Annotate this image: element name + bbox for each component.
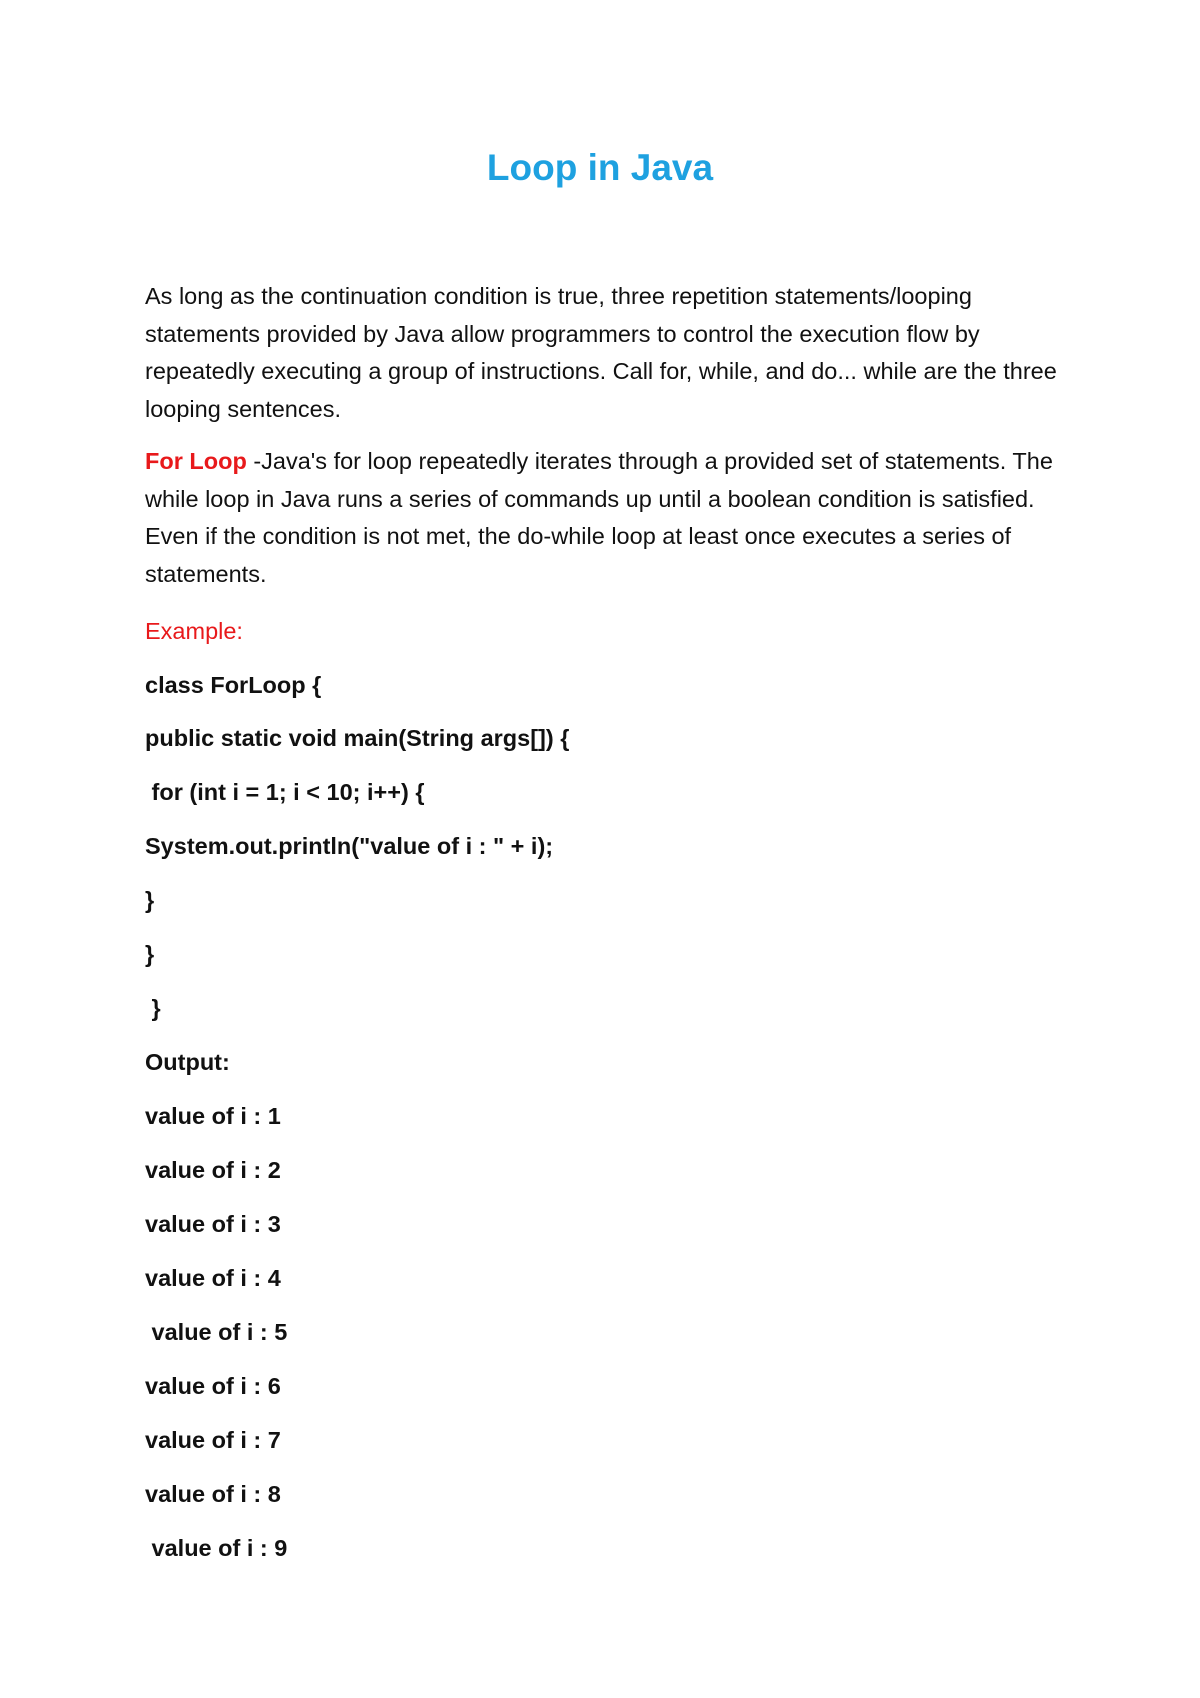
- output-line: value of i : 9: [145, 1535, 288, 1561]
- intro-paragraph: As long as the continuation condition is true, three repetition statements/looping statements provided by Java allow programmers to control the execution flow by repeatedly executing a group of instructions. Call for, while, and do... while are the three looping sentences.: [145, 283, 1057, 422]
- code-line: System.out.println("value of i : " + i);: [145, 833, 554, 859]
- code-line: for (int i = 1; i < 10; i++) {: [145, 779, 425, 805]
- for-loop-description: -Java's for loop repeatedly iterates through a provided set of statements. The while loop in Java runs a series of commands up until a boolean condition is satisfied. Even if the condition is not met, the do-while loop at least once executes a series of statements.: [145, 448, 1053, 587]
- code-line: public static void main(String args[]) {: [145, 725, 570, 751]
- output-line: value of i : 7: [145, 1427, 281, 1453]
- code-line: }: [145, 941, 155, 967]
- code-line: }: [145, 887, 155, 913]
- output-line: value of i : 5: [145, 1319, 288, 1345]
- code-line: class ForLoop {: [145, 672, 322, 698]
- for-loop-label: For Loop: [145, 448, 247, 474]
- output-line: value of i : 4: [145, 1265, 281, 1291]
- output-line: value of i : 2: [145, 1157, 281, 1183]
- page-title: Loop in Java: [486, 147, 714, 188]
- code-line: }: [145, 995, 161, 1021]
- output-label: Output:: [145, 1049, 230, 1075]
- output-line: value of i : 8: [145, 1481, 281, 1507]
- output-line: value of i : 3: [145, 1211, 281, 1237]
- output-line: value of i : 1: [145, 1103, 281, 1129]
- for-loop-paragraph: [145, 443, 1065, 593]
- example-label: Example:: [145, 618, 243, 644]
- output-line: value of i : 6: [145, 1373, 281, 1399]
